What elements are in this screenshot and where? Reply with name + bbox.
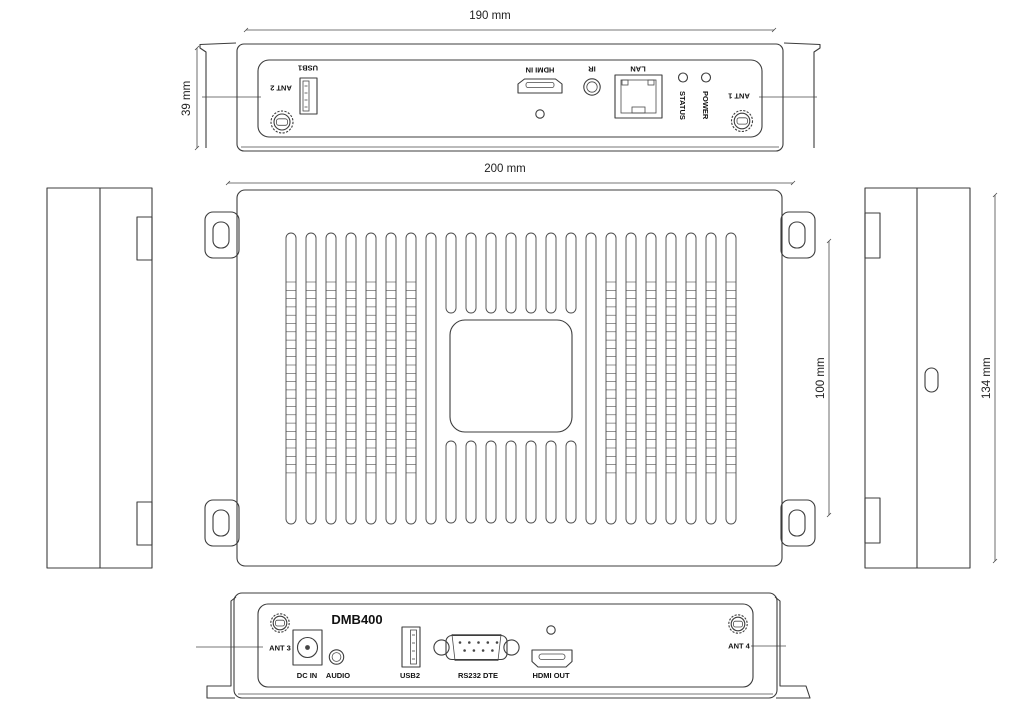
ant2-connector-icon [271, 111, 293, 133]
mount-ear-top-left [205, 212, 239, 258]
ant1-connector-icon [732, 111, 753, 132]
usb1-port-icon [300, 78, 317, 114]
front-panel-view [196, 593, 810, 698]
dim-100mm: 100 mm [815, 357, 827, 399]
rear-right-bracket [784, 43, 820, 148]
hdmi-in-label: HDMI IN [525, 65, 555, 75]
front-screw-hole [547, 626, 555, 634]
rs232-label: RS232 DTE [457, 671, 499, 680]
hdmi-out-label: HDMI OUT [532, 671, 570, 680]
dim-39mm: 39 mm [181, 80, 193, 116]
usb2-label: USB2 [399, 671, 421, 680]
ant1-label: ANT 1 [728, 91, 750, 101]
dc-in-jack-icon [293, 630, 322, 665]
ant4-label: ANT 4 [728, 641, 750, 651]
mount-hole-top-left [213, 222, 229, 248]
mount-hole-bottom-left [213, 510, 229, 536]
dim-134mm: 134 mm [981, 357, 993, 399]
center-pad [450, 320, 572, 432]
mount-ear-top-right [781, 212, 815, 258]
usb1-label: USB1 [297, 63, 319, 73]
mount-ear-bottom-right [781, 500, 815, 546]
ant2-label: ANT 2 [270, 83, 292, 93]
left-side-tab-bottom [137, 502, 152, 545]
ant3-connector-icon [271, 614, 289, 632]
power-label: POWER [701, 91, 710, 120]
rs232-port-icon [434, 635, 519, 661]
rear-left-bracket [200, 43, 236, 148]
front-right-bracket [775, 597, 810, 698]
left-side-tab-top [137, 217, 152, 260]
right-side-tab-bottom [865, 498, 880, 543]
lan-label: LAN [630, 64, 646, 74]
front-left-bracket [207, 597, 236, 698]
dim-190mm: 190 mm [469, 10, 511, 22]
ir-label: IR [588, 64, 596, 74]
left-side-view [47, 188, 152, 568]
ant3-label: ANT 3 [269, 643, 291, 653]
usb2-port-icon [402, 627, 420, 667]
ant4-connector-icon [729, 615, 747, 633]
front-body [234, 593, 777, 698]
hdmi-out-port-icon [532, 650, 572, 667]
rear-screw-hole [536, 110, 544, 118]
top-view-body [237, 190, 782, 566]
ir-receiver-icon [584, 79, 600, 95]
hdmi-in-port-icon [518, 79, 562, 93]
status-label: STATUS [678, 91, 687, 120]
dc-in-label: DC IN [296, 671, 318, 680]
top-view [205, 190, 815, 566]
mount-hole-bottom-right [789, 510, 805, 536]
rear-panel-view [200, 43, 820, 151]
mount-ear-bottom-left [205, 500, 239, 546]
audio-jack-icon [329, 650, 343, 664]
audio-label: AUDIO [325, 671, 351, 680]
right-side-slot [925, 368, 938, 392]
dim-200mm: 200 mm [484, 163, 526, 175]
lan-port-icon [615, 75, 662, 118]
model-label: DMB400 [331, 612, 383, 627]
power-led-icon [702, 73, 711, 82]
right-side-view [865, 188, 970, 568]
mount-hole-top-right [789, 222, 805, 248]
right-side-tab-top [865, 213, 880, 258]
status-led-icon [679, 73, 688, 82]
vent-slots [286, 233, 736, 524]
